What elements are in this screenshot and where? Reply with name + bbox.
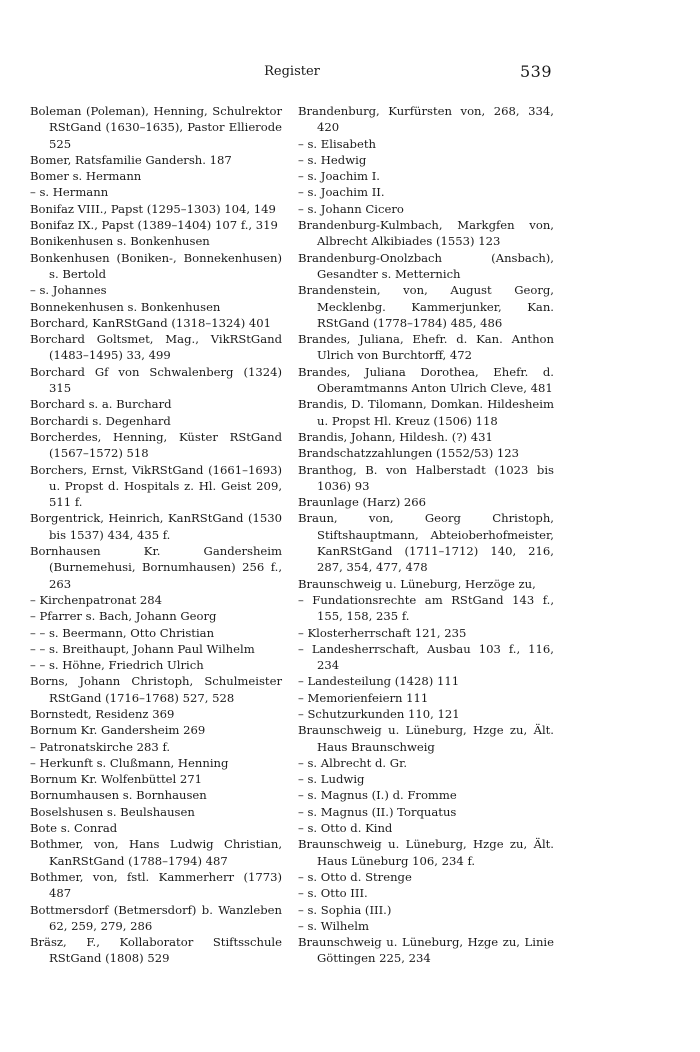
- index-entry: – s. Hermann: [30, 185, 109, 200]
- page-number: 539: [519, 62, 552, 81]
- index-entry: Bonikenhusen s. Bonkenhusen: [30, 234, 210, 249]
- index-entry: – – s. Höhne, Friedrich Ulrich: [30, 658, 204, 673]
- index-entry: Borchard Gf von Schwalenberg (1324) 315: [30, 364, 282, 396]
- index-entry: Bornum Kr. Gandersheim 269: [30, 723, 206, 738]
- index-entry: – Schutzurkunden 110, 121: [298, 706, 460, 721]
- index-entry: Bothmer, von, fstl. Kammerherr (1773) 487: [30, 869, 282, 901]
- index-entry: – Memorienfeiern 111: [298, 690, 429, 705]
- index-entry: – s. Joachim I.: [298, 169, 380, 184]
- index-entry: Borchard s. a. Burchard: [30, 397, 172, 412]
- index-entry: Boselshusen s. Beulshausen: [30, 804, 195, 819]
- index-entry: – s. Ludwig: [298, 772, 365, 787]
- index-entry: Braun, von, Georg Christoph, Stiftshauptmann, Abteioberhofmeister, KanRStGand (1711–1712) 140, 216, 287, 354, 477, 478: [298, 511, 554, 575]
- index-entry: Borchardi s. Degenhard: [30, 413, 171, 428]
- index-entry: Borgentrick, Heinrich, KanRStGand (1530 bis 1537) 434, 435 f.: [30, 511, 282, 542]
- index-entry: Bornumhausen s. Bornhausen: [30, 788, 207, 803]
- index-entry: – s. Otto III.: [298, 886, 368, 901]
- index-entry: – Landesteilung (1428) 111: [298, 674, 460, 689]
- index-entry: – Kirchenpatronat 284: [30, 592, 163, 607]
- running-title: Register: [264, 64, 320, 79]
- index-entry: Bomer s. Hermann: [30, 169, 142, 184]
- index-entry: Bonifaz IX., Papst (1389–1404) 107 f., 319: [30, 218, 278, 233]
- index-entry: Brandschatzzahlungen (1552/53) 123: [298, 446, 520, 461]
- index-entry: Braunschweig u. Lüneburg, Hzge zu, Ält. Haus Braunschweig: [298, 723, 554, 754]
- index-entry: Brandes, Juliana Dorothea, Ehefr. d. Oberamtmanns Anton Ulrich Cleve, 481: [298, 364, 554, 396]
- index-entry: Brandenburg-Kulmbach, Markgfen von, Albrecht Alkibiades (1553) 123: [298, 218, 554, 249]
- index-entry: Bomer, Ratsfamilie Gandersh. 187: [30, 152, 232, 167]
- index-entry: – Landesherrschaft, Ausbau 103 f., 116, 234: [298, 641, 554, 673]
- index-entry: – Pfarrer s. Bach, Johann Georg: [30, 609, 217, 624]
- index-entry: Brandis, D. Tilomann, Domkan. Hildesheim u. Propst Hl. Kreuz (1506) 118: [298, 397, 554, 428]
- index-entry: Borns, Johann Christoph, Schulmeister RStGand (1716–1768) 527, 528: [30, 674, 282, 705]
- index-entry: Borcherdes, Henning, Küster RStGand (1567–1572) 518: [30, 429, 282, 461]
- index-entry: – – s. Beermann, Otto Christian: [30, 625, 215, 640]
- index-entry: Brandes, Juliana, Ehefr. d. Kan. Anthon Ulrich von Burchtorff, 472: [298, 332, 554, 363]
- index-entry: – s. Magnus (I.) d. Fromme: [298, 788, 457, 803]
- index-entry: Bonnekenhusen s. Bonkenhusen: [30, 299, 221, 314]
- index-entry: Boleman (Poleman), Henning, Schulrektor RStGand (1630–1635), Pastor Ellierode 525: [30, 104, 282, 151]
- index-entry: Braunschweig u. Lüneburg, Hzge zu, Linie Göttingen 225, 234: [298, 935, 554, 966]
- index-entry: – Herkunft s. Clußmann, Henning: [30, 755, 229, 770]
- index-entry: – Klosterherrschaft 121, 235: [298, 625, 467, 640]
- index-column-left: [30, 103, 282, 967]
- index-entry: Bote s. Conrad: [30, 821, 118, 836]
- index-entry: – Patronatskirche 283 f.: [30, 739, 171, 754]
- index-entry: Bornum Kr. Wolfenbüttel 271: [30, 772, 202, 787]
- index-column-right: [298, 103, 554, 967]
- page-header: [32, 62, 552, 84]
- index-entry: Braunschweig u. Lüneburg, Hzge zu, Ält. Haus Lüneburg 106, 234 f.: [298, 837, 554, 868]
- index-entry: – s. Johannes: [30, 283, 107, 298]
- index-entry: Bonifaz VIII., Papst (1295–1303) 104, 149: [30, 201, 276, 216]
- index-entry: – s. Johann Cicero: [298, 201, 404, 216]
- index-entry: Bräsz, F., Kollaborator Stiftsschule RStGand (1808) 529: [30, 935, 282, 966]
- index-entry: Borchers, Ernst, VikRStGand (1661–1693) u. Propst d. Hospitals z. Hl. Geist 209, 511 f.: [30, 462, 282, 510]
- index-entry: – s. Wilhelm: [298, 918, 369, 933]
- index-entry: Bornstedt, Residenz 369: [30, 706, 175, 721]
- index-entry: Branthog, B. von Halberstadt (1023 bis 1036) 93: [298, 462, 554, 493]
- index-entry: Braunlage (Harz) 266: [298, 495, 427, 510]
- index-entry: – s. Sophia (III.): [298, 902, 392, 917]
- index-entry: – s. Otto d. Strenge: [298, 869, 412, 884]
- index-entry: – s. Hedwig: [298, 152, 367, 167]
- index-entry: – Fundationsrechte am RStGand 143 f., 155, 158, 235 f.: [298, 592, 554, 624]
- index-entry: Brandis, Johann, Hildesh. (?) 431: [298, 429, 493, 444]
- index-entry: – s. Magnus (II.) Torquatus: [298, 804, 457, 819]
- index-entry: Bonkenhusen (Boniken-, Bonnekenhusen) s. Bertold: [30, 250, 282, 281]
- index-entry: Braunschweig u. Lüneburg, Herzöge zu,: [298, 576, 536, 591]
- index-entry: Brandenstein, von, August Georg, Mecklenbg. Kammerjunker, Kan. RStGand (1778–1784) 485, 486: [298, 283, 554, 330]
- index-entry: Bothmer, von, Hans Ludwig Christian, KanRStGand (1788–1794) 487: [30, 837, 282, 868]
- index-entry: Borchard, KanRStGand (1318–1324) 401: [30, 315, 272, 330]
- index-entry: – – s. Breithaupt, Johann Paul Wilhelm: [30, 641, 255, 656]
- index-entry: – s. Joachim II.: [298, 185, 385, 200]
- index-entry: – s. Otto d. Kind: [298, 821, 393, 836]
- index-entry: – s. Albrecht d. Gr.: [298, 755, 408, 770]
- index-entry: Bornhausen Kr. Gandersheim (Burnemehusi, Bornumhausen) 256 f., 263: [30, 544, 282, 591]
- index-entry: Brandenburg-Onolzbach (Ansbach), Gesandter s. Metternich: [298, 250, 554, 281]
- index-entry: Brandenburg, Kurfürsten von, 268, 334, 420: [298, 104, 554, 135]
- index-entry: Borchard Goltsmet, Mag., VikRStGand (1483–1495) 33, 499: [30, 332, 282, 363]
- index-entry: Bottmersdorf (Betmersdorf) b. Wanzleben 62, 259, 279, 286: [30, 902, 282, 933]
- index-entry: – s. Elisabeth: [298, 136, 376, 151]
